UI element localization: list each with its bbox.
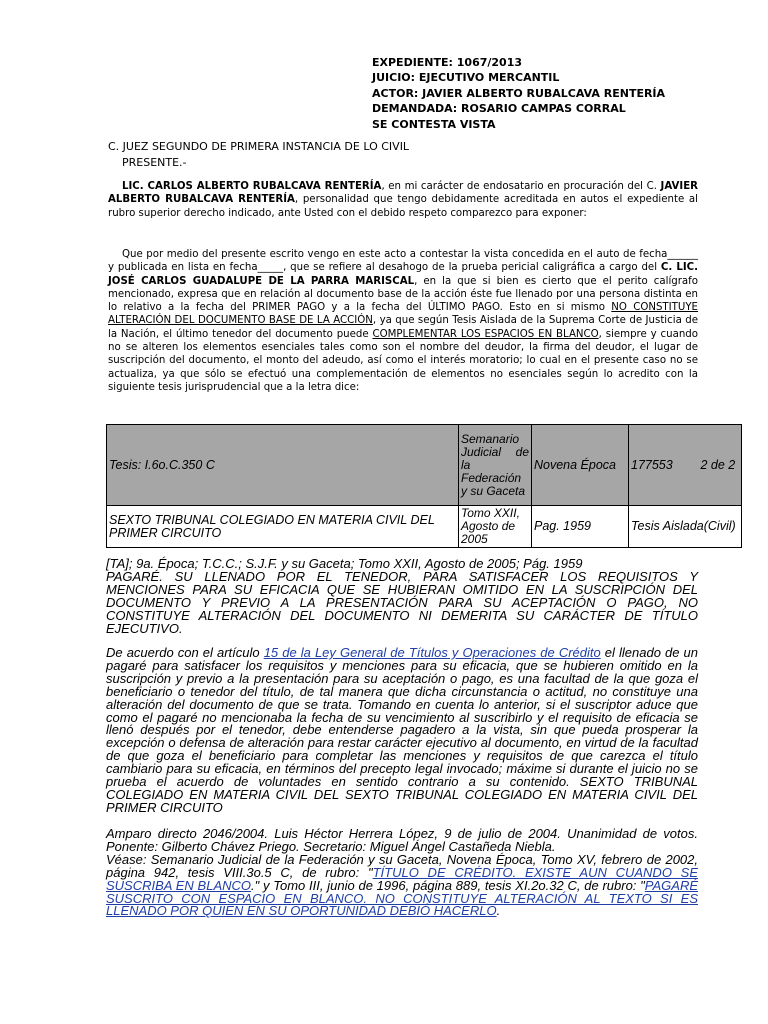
citation-line: [TA]; 9a. Época; T.C.C.; S.J.F. y su Gaceta; Tomo XXII, Agosto de 2005; Pág. 1959 — [106, 556, 583, 571]
actor-name: JAVIER ALBERTO RUBALCAVA RENTERÍA — [108, 181, 698, 206]
asunto: SE CONTESTA VISTA — [372, 117, 496, 131]
tesis-body-text-1: De acuerdo con el artículo — [106, 645, 264, 660]
tesis-rubro: PAGARÉ. SU LLENADO POR EL TENEDOR, PARA SATISFACER LOS REQUISITOS Y MENCIONES PARA SU EFICACIA QUE SE HUBIERAN OMITIDO EN LA SUSCRIPCIÓN DEL DOCUMENTO Y PREVIO A LA PRESENTACIÓN PARA SU ACEPTACIÓN O PAGO, NO CONSTITUYE ALTERACIÓN DEL DOCUMENTO NI DEMERITA SU CARÁCTER DE TÍTULO EJECUTIVO. — [106, 569, 698, 636]
intro-text-2: , personalidad que tengo debidamente acreditada en autos el expediente al rubro superior derecho indicado, ante Usted con el debido respeto comparezco para exponer: — [108, 194, 699, 219]
vease-text-2: ." y Tomo III, junio de 1996, página 889, tesis XI.2o.32 C, de rubro: " — [251, 877, 645, 893]
argument-text-4: , siempre y cuando no se alteren los elementos esenciales tales como son el nombre del deudor, la firma del deudor, el lugar de suscripción del documento, el monto del adeudo, así como el interés moratorio; lo cual en el presente caso no se actualiza, ya que sólo se efectuó una complementación de elementos no esenciales según lo acredito con la siguiente tesis jurisprudencial que a la letra dice: — [108, 328, 698, 393]
argument-text-2: , en la que si bien es cierto que el perito calígrafo mencionado, expresa que en relación al documento base de la acción éste fue llenado por una persona distinta en lo relativo a la fecha del PRIMER PAGO y a la fecha del ÚLTIMO PAGO. Esto en si mismo — [108, 275, 698, 314]
underlined-no-alteracion: NO CONSTITUYE ALTERACIÓN DEL DOCUMENTO BASE DE LA ACCIÓN — [108, 302, 698, 327]
actor: ACTOR: JAVIER ALBERTO RUBALCAVA RENTERÍA — [372, 86, 666, 100]
tesis-body-text-2: el llenado de un pagaré para satisfacer los requisitos y menciones para su eficacia, que se hubieren omitido en la suscripción y previo a la presentación para su aceptación o pago, es una facultad de la que goza el beneficiario o tenedor del título, de tal manera que dicha circunstancia o actitud, no constituye una alteración del documento de que se trata. Tomando en cuenta lo anterior, si el suscriptor aduce que como el pagaré no mencionaba la fecha de su vencimiento al suscribirlo y el requisito de eficacia se llenó después por el tenedor, debe entenderse pagadero a la vista, sin que pueda prosperar la excepción o defensa de alteración para restar carácter ejecutivo al documento, en virtud de la facultad de que goza el beneficiario para completar las menciones y requisitos de que carezca el título cambiario para su eficacia, en términos del precepto legal invocado; máxime si durante el juicio no se prueba el acuerdo de voluntades en sentido contrario a su contenido. SEXTO TRIBUNAL COLEGIADO EN MATERIA CIVIL DEL SEXTO TRIBUNAL COLEGIADO EN MATERIA CIVIL DEL PRIMER CIRCUITO — [106, 645, 698, 815]
intro-text-1: , en mi carácter de endosatario en procuración del C. — [381, 181, 661, 192]
perito-name: C. LIC. JOSÉ CARLOS GUADALUPE DE LA PARRA MARISCAL — [108, 262, 698, 287]
amparo-paragraph — [106, 828, 698, 918]
argument-text-3: , ya que según Tesis Aislada de la Suprema Corte de Justicia de la Nación, el último tenedor del documento puede — [108, 315, 698, 340]
amparo-text: Amparo directo 2046/2004. Luis Héctor Herrera López, 9 de julio de 2004. Unanimidad de votos. Ponente: Gilberto Chávez Priego. Secretario: Miguel Ángel Castañeda Niebla. — [106, 826, 698, 854]
vease-text-3: . — [496, 903, 501, 919]
tribunal-cell: SEXTO TRIBUNAL COLEGIADO EN MATERIA CIVIL DEL PRIMER CIRCUITO — [107, 506, 459, 548]
expediente: EXPEDIENTE: 1067/2013 — [372, 56, 523, 69]
lawyer-name: LIC. CARLOS ALBERTO RUBALCAVA RENTERÍA — [122, 181, 382, 192]
registro-cell: 177553 2 de 2 — [629, 425, 742, 506]
underlined-complementar: COMPLEMENTAR LOS ESPACIOS EN BLANCO — [372, 328, 599, 340]
intro-paragraph — [108, 180, 698, 220]
titulo-credito-link[interactable]: TÍTULO DE CRÉDITO. EXISTE AUN CUANDO SE SUSCRIBA EN BLANCO — [106, 864, 698, 893]
argument-text-1: Que por medio del presente escrito vengo en este acto a contestar la vista concedida en el auto de fecha______ y publicada en lista en fecha_____, que se refiere al desahogo de la prueba pericial caligráfica a cargo del — [108, 249, 698, 274]
presente-line: PRESENTE.- — [122, 155, 187, 169]
pagare-suscrito-link[interactable]: PAGARÉ SUSCRITO CON ESPACIO EN BLANCO. NO CONSTITUYE ALTERACIÓN AL TEXTO SI ES LLENADO POR QUIEN EN SU OPORTUNIDAD DEBIÓ HACERLO — [106, 877, 698, 919]
vease-text-1: Véase: Semanario Judicial de la Federación y su Gaceta, Novena Época, Tomo XV, febrero de 2002, página 942, tesis VIII.3o.5 C, de rubro: " — [106, 851, 698, 880]
demandada: DEMANDADA: ROSARIO CAMPAS CORRAL — [372, 102, 626, 116]
juicio: JUICIO: EJECUTIVO MERCANTIL — [372, 71, 560, 85]
tesis-table-row — [107, 506, 742, 548]
tomo-cell: Tomo XXII, Agosto de 2005 — [459, 506, 532, 548]
case-header — [372, 55, 665, 132]
tesis-table-row — [107, 425, 742, 506]
semanario-cell: Semanario Judicial de la Federación y su Gaceta — [459, 425, 532, 506]
pagina-cell: Pag. 1959 — [532, 506, 629, 548]
juez-line: C. JUEZ SEGUNDO DE PRIMERA INSTANCIA DE LO CIVIL — [108, 140, 410, 153]
tesis-number-cell: Tesis: I.6o.C.350 C — [107, 425, 459, 506]
tesis-table — [106, 424, 742, 548]
epoca-cell: Novena Época — [532, 425, 629, 506]
ley-general-link[interactable]: 15 de la Ley General de Títulos y Operaciones de Crédito — [263, 645, 601, 660]
addressee — [108, 139, 698, 170]
tesis-body — [106, 647, 698, 815]
tipo-cell: Tesis Aislada(Civil) — [629, 506, 742, 548]
argument-paragraph — [108, 248, 698, 394]
